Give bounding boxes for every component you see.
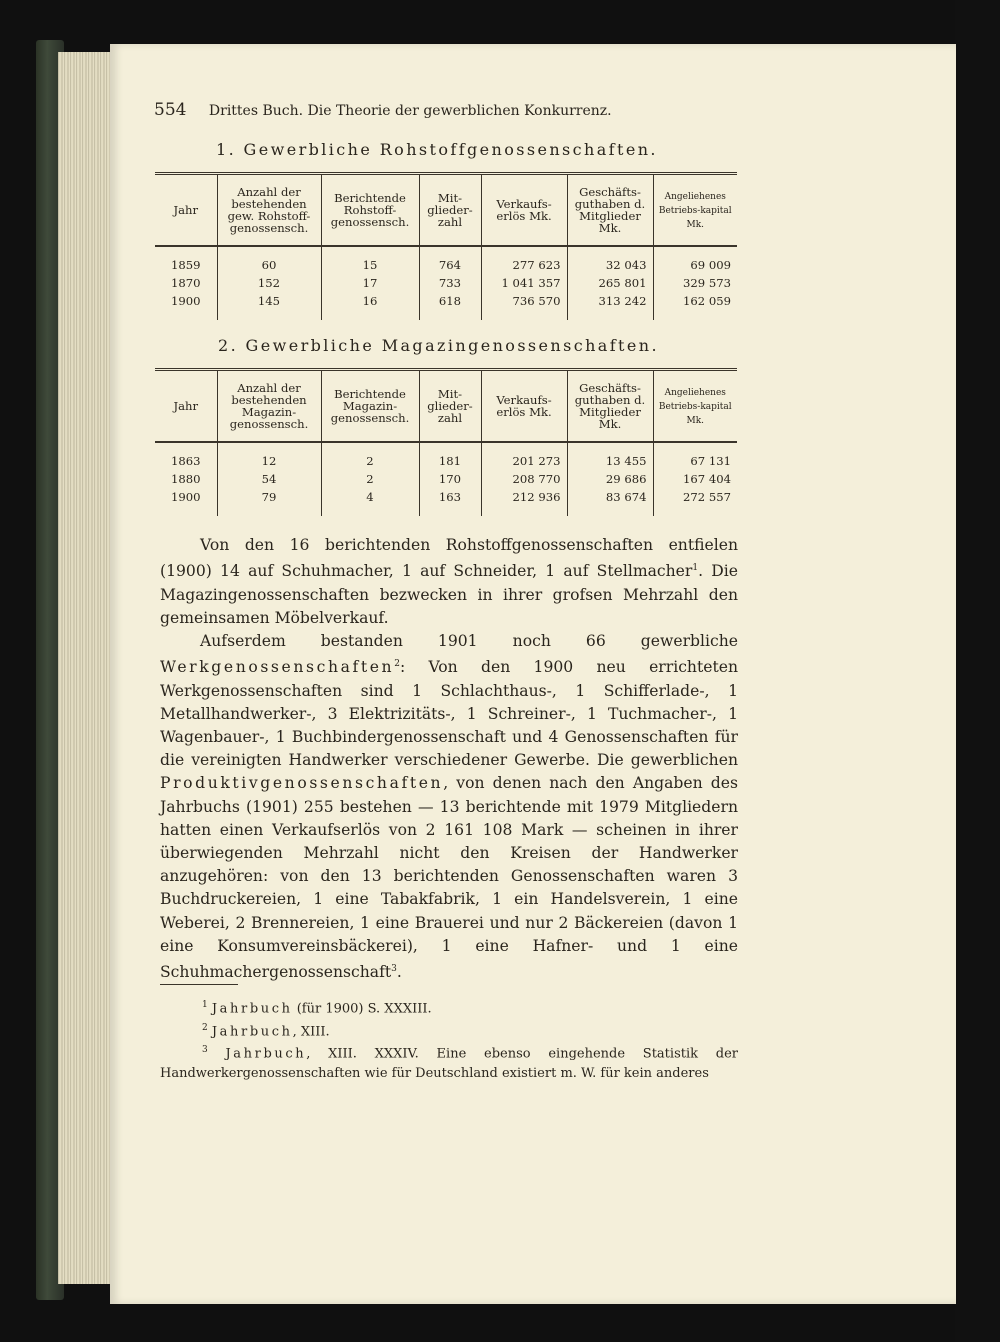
footnote: $^2$ Jahrbuch, XIII. <box>202 1022 330 1040</box>
table-cell: 4 <box>321 488 419 516</box>
table1-title: 1. Gewerbliche Rohstoffgenossenschaften. <box>216 140 658 159</box>
table-cell: 67 131 <box>690 454 731 468</box>
footnote-ref[interactable]: 3 <box>391 964 397 975</box>
table2-header-cell: Angeliehenes Betriebs-kapital Mk. <box>658 388 732 426</box>
table-cell: 1880 <box>155 470 217 488</box>
table1-header-cell: Geschäfts-guthaben d. Mitglieder Mk. <box>567 174 653 247</box>
table-cell: 329 573 <box>683 276 731 290</box>
table-cell: 163 <box>419 488 481 516</box>
footnote-rule <box>160 984 238 985</box>
table1-header-cell: Berichtende Rohstoff-genossensch. <box>321 174 419 247</box>
table2-header-cell: Geschäfts-guthaben d. Mitglieder Mk. <box>567 370 653 443</box>
table-cell: 181 <box>419 442 481 470</box>
table-cell: 313 242 <box>567 292 653 320</box>
table-cell: 1859 <box>155 246 217 274</box>
table-cell: 265 801 <box>567 274 653 292</box>
table-cell: 13 455 <box>567 442 653 470</box>
running-header <box>154 100 734 120</box>
table-cell: 764 <box>419 246 481 274</box>
emphasis: Werkgenossenschaften <box>160 658 395 677</box>
table1-header-cell: Jahr <box>155 174 217 247</box>
table-cell: 16 <box>321 292 419 320</box>
table-cell: 733 <box>419 274 481 292</box>
table-row <box>155 292 737 320</box>
footnote-ref[interactable]: 1 <box>692 563 699 574</box>
table1-header-cell: Verkaufs-erlös Mk. <box>481 174 567 247</box>
emphasis: Produktivgenossenschaften <box>160 774 444 793</box>
table2 <box>155 368 737 516</box>
table-cell: 2 <box>321 470 419 488</box>
table-cell: 212 936 <box>481 488 567 516</box>
table-cell: 170 <box>419 470 481 488</box>
table-cell: 162 059 <box>683 294 731 308</box>
table-cell: 736 570 <box>481 292 567 320</box>
right-background <box>955 0 1000 1342</box>
table-cell: 208 770 <box>481 470 567 488</box>
footnote-ref[interactable]: 2 <box>394 659 400 670</box>
table-cell: 54 <box>217 470 321 488</box>
table-cell: 12 <box>217 442 321 470</box>
table-cell: 32 043 <box>567 246 653 274</box>
table-cell: 1870 <box>155 274 217 292</box>
table2-header-cell: Mit-glieder-zahl <box>419 370 481 443</box>
table2-header-cell: Verkaufs-erlös Mk. <box>481 370 567 443</box>
table-cell: 17 <box>321 274 419 292</box>
table1-header-cell: Anzahl der bestehenden gew. Rohstoff-genossensch. <box>217 174 321 247</box>
table1 <box>155 172 737 320</box>
table-cell: 1900 <box>155 292 217 320</box>
table-cell: 201 273 <box>481 442 567 470</box>
table-cell: 29 686 <box>567 470 653 488</box>
table2-title: 2. Gewerbliche Magazingenossenschaften. <box>218 336 659 355</box>
running-title: Drittes Buch. Die Theorie der gewerblichen Konkurrenz. <box>208 103 612 119</box>
table-cell: 15 <box>321 246 419 274</box>
table1-header-row <box>155 174 737 247</box>
table-cell: 83 674 <box>567 488 653 516</box>
table1-header-cell: Mit-glieder-zahl <box>419 174 481 247</box>
paragraph: Von den 16 berichtenden Rohstoffgenossenschaften entfielen (1900) 14 auf Schuhmacher, 1 auf Schneider, 1 auf Stellmacher$^1$. Die Magazingenossenschaften bezwecken in ihrer grofsen Mehrzahl den gemeinsamen Möbelverkauf. <box>160 536 738 627</box>
table2-header-cell: Jahr <box>155 370 217 443</box>
table2-header-cell: Berichtende Magazin-genossensch. <box>321 370 419 443</box>
table2-header-row <box>155 370 737 443</box>
table-cell: 1863 <box>155 442 217 470</box>
table-cell: 79 <box>217 488 321 516</box>
table-cell: 1 041 357 <box>481 274 567 292</box>
table2-header-cell: Anzahl der bestehenden Magazin-genossensch. <box>217 370 321 443</box>
table-cell: 152 <box>217 274 321 292</box>
table-row <box>155 488 737 516</box>
table-cell: 2 <box>321 442 419 470</box>
table-row <box>155 274 737 292</box>
footnotes <box>160 996 738 1084</box>
table-row <box>155 246 737 274</box>
table-cell: 618 <box>419 292 481 320</box>
table-cell: 277 623 <box>481 246 567 274</box>
footnote: $^1$ Jahrbuch (für 1900) S. XXXIII. <box>202 1000 432 1017</box>
table-cell: 60 <box>217 246 321 274</box>
table-cell: 272 557 <box>683 490 731 504</box>
table-cell: 1900 <box>155 488 217 516</box>
paragraph: Aufserdem bestanden 1901 noch 66 gewerbliche Werkgenossenschaften$^2$: Von den 1900 neu errichteten Werkgenossenschaften sind 1 Schlachthaus-, 1 Schifferlade-, 1 Metallhandwerker-, 3 Elektrizitäts-, 1 Schreiner-, 1 Tuchmacher-, 1 Wagenbauer-, 1 Buchbindergenossenschaft und 4 Genossenschaften für die vereinigten Handwerker verschiedener Gewerbe. Die gewerblichen Produktivgenossenschaften, von denen nach den Angaben des Jahrbuchs (1901) 255 bestehen — 13 berichtende mit 1979 Mitgliedern hatten einen Verkaufserlös von 2 161 108 Mark — scheinen in ihrer überwiegenden Mehrzahl nicht den Kreisen der Handwerker anzugehören: von den 13 berichtenden Genossenschaften waren 3 Buchdruckereien, 1 eine Tabakfabrik, 1 ein Handelsverein, 1 eine Weberei, 2 Brennereien, 1 eine Brauerei und nur 2 Bäckereien (davon 1 eine Konsumvereinsbäckerei), 1 eine Hafner- und 1 eine Schuhmachergenossenschaft$^3$. <box>160 632 738 982</box>
body-text <box>160 534 738 984</box>
footnote: $^3$ Jahrbuch, XIII. XXXIV. Eine ebenso eingehende Statistik der Handwerkergenossenschaften wie für Deutschland existiert m. W. für kein anderes <box>160 1045 738 1082</box>
table-cell: 167 404 <box>683 472 731 486</box>
page-number: 554 <box>154 100 187 120</box>
table-row <box>155 470 737 488</box>
table-cell: 69 009 <box>690 258 731 272</box>
table1-header-cell: Angeliehenes Betriebs-kapital Mk. <box>658 192 732 230</box>
table-cell: 145 <box>217 292 321 320</box>
table-row <box>155 442 737 470</box>
